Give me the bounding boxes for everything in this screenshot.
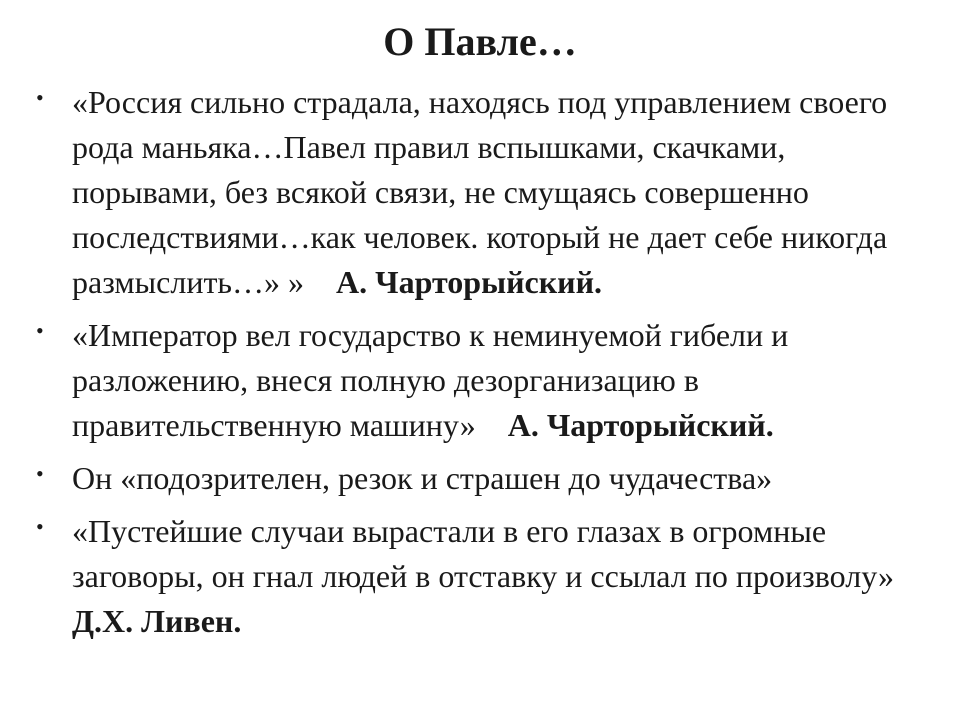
bullet-list — [36, 80, 916, 652]
bullet-item-4 — [36, 509, 916, 644]
quote-text: Он «подозрителен, резок и страшен до чудачества» — [72, 460, 773, 496]
quote-author: А. Чарторыйский. — [336, 264, 603, 300]
quote-author: А. Чарторыйский. — [507, 407, 774, 443]
quote-text: «Пустейшие случаи вырастали в его глазах в огромные заговоры, он гнал людей в отставку и ссылал по произволу» — [72, 513, 894, 594]
bullet-dot-icon: • — [36, 318, 44, 343]
bullet-item-3 — [36, 456, 916, 501]
quote-text: «Россия сильно страдала, находясь под управлением своего рода маньяка…Павел правил вспышками, скачками, порывами, без всякой связи, не смущаясь совершенно последствиями…как человек. который не дает себе никогда размыслить…» » — [72, 84, 888, 300]
quote-text: «Император вел государство к неминуемой гибели и разложению, внеся полную дезорганизацию в правительственную машину» — [72, 317, 789, 443]
bullet-dot-icon: • — [36, 461, 44, 486]
bullet-item-2 — [36, 313, 916, 448]
quote-author: Д.Х. Ливен. — [72, 603, 242, 639]
slide-title: О Павле… — [383, 19, 577, 64]
bullet-dot-icon: • — [36, 514, 44, 539]
bullet-dot-icon: • — [36, 85, 44, 110]
bullet-item-1 — [36, 80, 916, 305]
